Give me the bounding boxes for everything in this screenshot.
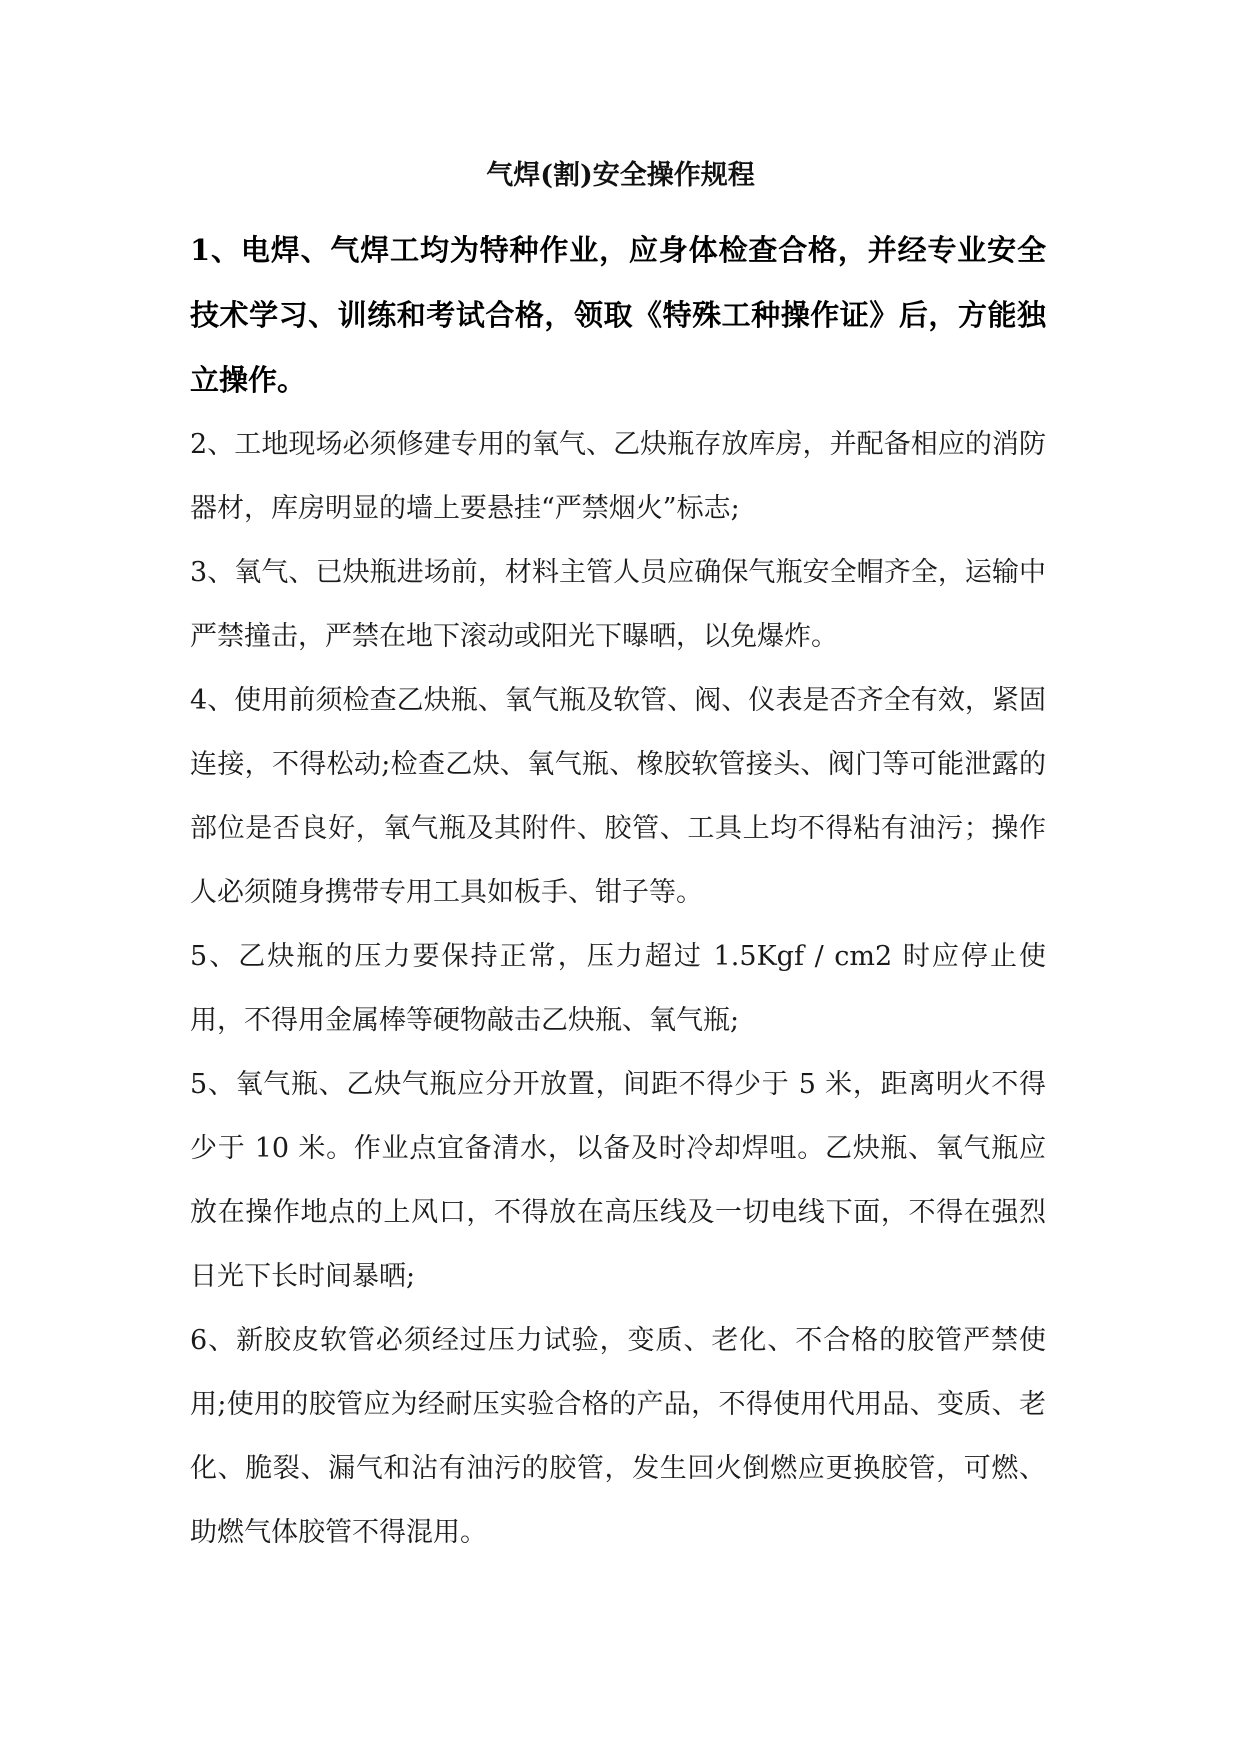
paragraph-7: 6、新胶皮软管必须经过压力试验，变质、老化、不合格的胶管严禁使用;使用的胶管应为经耐压实验合格的产品，不得使用代用品、变质、老化、脆裂、漏气和沾有油污的胶管，发生回火倒燃应更换胶管，可燃、助燃气体胶管不得混用。 — [190, 1325, 1046, 1548]
document-body — [190, 218, 1046, 1565]
paragraph-5: 5、乙炔瓶的压力要保持正常，压力超过 1.5Kgf / cm2 时应停止使用，不得用金属棒等硬物敲击乙炔瓶、氧气瓶; — [190, 941, 1046, 1036]
paragraph-2: 2、工地现场必须修建专用的氧气、乙炔瓶存放库房，并配备相应的消防器材，库房明显的墙上要悬挂“严禁烟火”标志; — [190, 429, 1046, 524]
paragraph-3: 3、氧气、已炔瓶进场前，材料主管人员应确保气瓶安全帽齐全，运输中严禁撞击，严禁在地下滚动或阳光下曝晒，以免爆炸。 — [190, 557, 1046, 652]
paragraph-6: 5、氧气瓶、乙炔气瓶应分开放置，间距不得少于 5 米，距离明火不得少于 10 米。作业点宜备清水，以备及时冷却焊咀。乙炔瓶、氧气瓶应放在操作地点的上风口，不得放在高压线及一切电线下面，不得在强烈日光下长时间暴晒; — [190, 1069, 1046, 1292]
paragraph-4: 4、使用前须检查乙炔瓶、氧气瓶及软管、阀、仪表是否齐全有效，紧固连接，不得松动;检查乙炔、氧气瓶、橡胶软管接头、阀门等可能泄露的部位是否良好，氧气瓶及其附件、胶管、工具上均不得粘有油污；操作人必须随身携带专用工具如板手、钳子等。 — [190, 685, 1046, 908]
paragraph-1: 1、电焊、气焊工均为特种作业，应身体检查合格，并经专业安全技术学习、训练和考试合格，领取《特殊工种操作证》后，方能独立操作。 — [190, 233, 1046, 397]
document-title: 气焊(割)安全操作规程 — [486, 160, 755, 191]
